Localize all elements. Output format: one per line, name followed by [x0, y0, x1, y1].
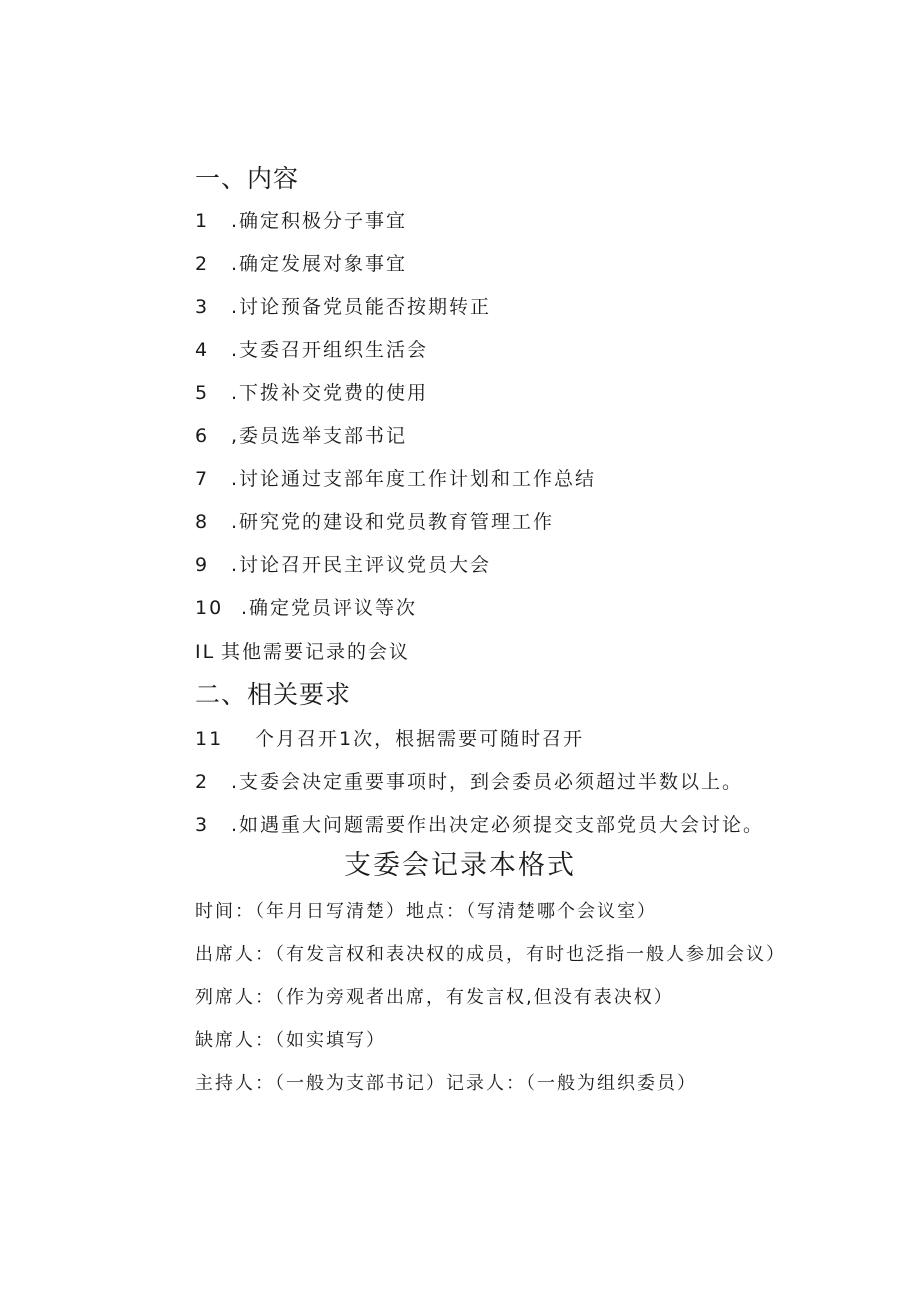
section-heading-content: 一、内容: [195, 164, 300, 193]
format-line-observers: 列席人：（作为旁观者出席，有发言权,但没有表决权）: [195, 987, 674, 1008]
list-item: [195, 427, 407, 446]
item-number: 5: [195, 382, 210, 404]
item-number: 4: [195, 339, 210, 361]
list-item: [195, 773, 743, 792]
item-text: .确定发展对象事宜: [231, 253, 408, 275]
item-text: .支委会决定重要事项时，到会委员必须超过半数以上。: [231, 771, 744, 793]
list-item: [195, 513, 554, 532]
item-number: 1: [195, 210, 210, 232]
list-item: [195, 341, 428, 360]
item-text: ,委员选举支部书记: [231, 425, 408, 447]
item-text: .讨论通过支部年度工作计划和工作总结: [231, 468, 597, 490]
item-number: 11: [195, 728, 224, 750]
item-number: 3: [195, 814, 210, 836]
list-item: [195, 816, 764, 835]
item-number: 9: [195, 554, 210, 576]
list-item: [195, 470, 596, 489]
item-number: 10: [195, 597, 224, 619]
list-item: [195, 298, 491, 317]
item-text: .讨论预备党员能否按期转正: [231, 296, 492, 318]
item-number: 2: [195, 253, 210, 275]
item-text: .确定积极分子事宜: [231, 210, 408, 232]
item-text: .研究党的建设和党员教育管理工作: [231, 511, 555, 533]
item-number: 2: [195, 771, 210, 793]
list-item: [195, 384, 428, 403]
item-number: 8: [195, 511, 210, 533]
list-item: [195, 599, 417, 618]
item-text: .讨论召开民主评议党员大会: [231, 554, 492, 576]
list-item: [195, 643, 410, 662]
item-text: .确定党员评议等次: [241, 597, 418, 619]
item-text: .如遇重大问题需要作出决定必须提交支部党员大会讨论。: [231, 814, 765, 836]
item-text: .支委召开组织生活会: [231, 339, 429, 361]
format-title: 支委会记录本格式: [344, 850, 576, 881]
format-line-time-place: 时间：（年月日写清楚）地点：（写清楚哪个会议室）: [195, 901, 657, 922]
item-text: 个月召开1次，根据需要可随时召开: [255, 728, 585, 750]
item-number: IL: [195, 641, 216, 663]
format-line-host-recorder: 主持人：（一般为支部书记）记录人：（一般为组织委员）: [195, 1073, 697, 1094]
list-item: [195, 556, 491, 575]
item-text: .下拨补交党费的使用: [231, 382, 429, 404]
item-number: 3: [195, 296, 210, 318]
format-line-absentees: 缺席人：（如实填写）: [195, 1030, 386, 1051]
format-line-attendees: 出席人：（有发言权和表决权的成员，有时也泛指一般人参加会议）: [195, 944, 786, 965]
list-item: [195, 730, 584, 749]
item-text: 其他需要记录的会议: [221, 641, 411, 663]
section-heading-requirements: 二、相关要求: [195, 680, 352, 709]
item-number: 6: [195, 425, 210, 447]
list-item: [195, 212, 407, 231]
list-item: [195, 255, 407, 274]
item-number: 7: [195, 468, 210, 490]
